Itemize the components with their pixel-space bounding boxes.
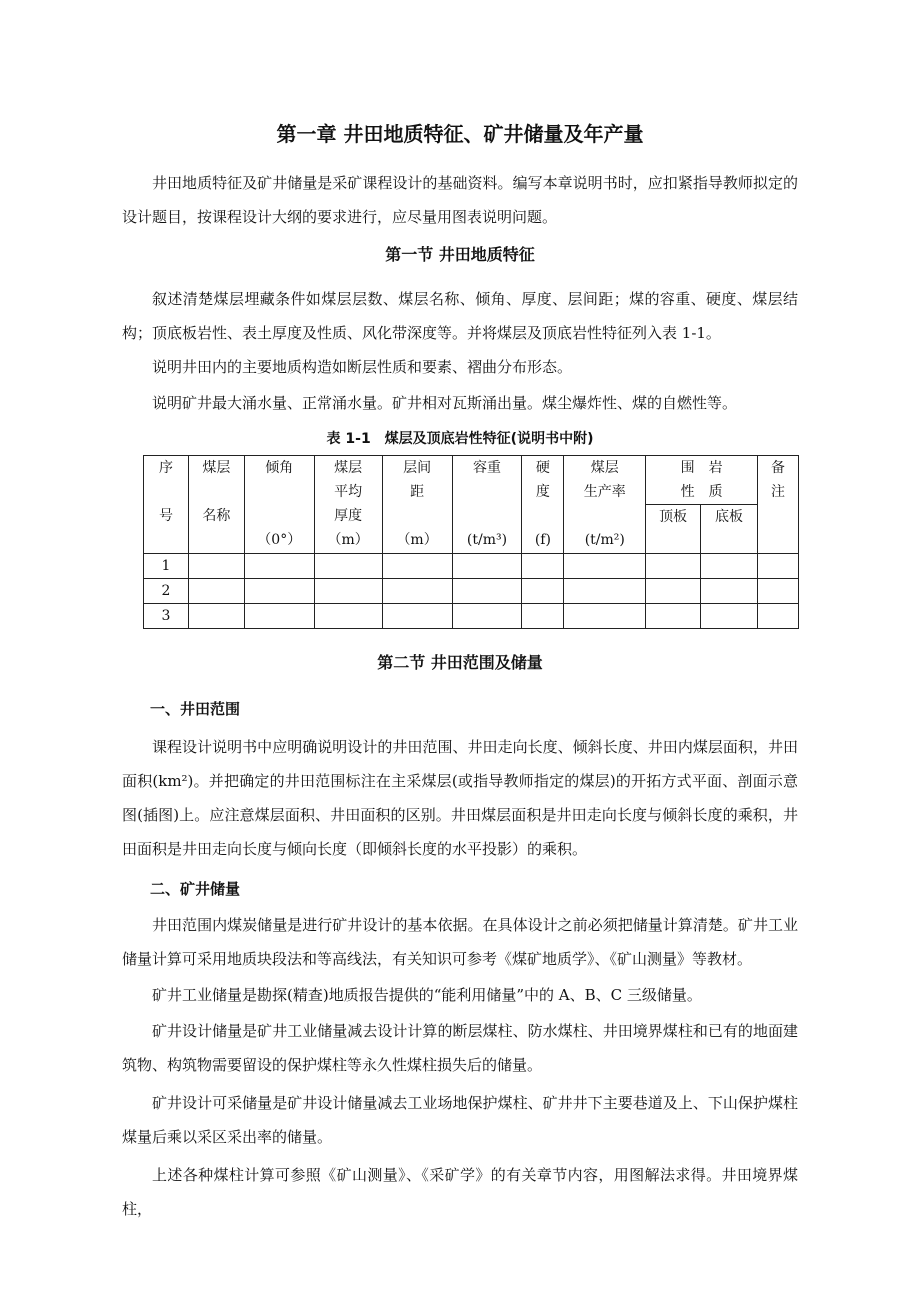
table-header-row-1: [144, 456, 799, 505]
table-row: [144, 554, 799, 579]
sub-heading-mine-reserves: 二、矿井储量: [150, 880, 241, 898]
section-2-paragraph-3: 矿井工业储量是勘探(精查)地质报告提供的“能利用储量”中的 A、B、C 三级储量。: [152, 986, 702, 1004]
header-hardness: 硬 度 (f): [522, 456, 564, 554]
section-2-paragraph-4: 矿井设计储量是矿井工业储量减去设计计算的断层煤柱、防水煤柱、井田境界煤柱和已有的地面建筑物、构筑物需要留设的保护煤柱等永久性煤柱损失后的储量。: [122, 1022, 798, 1074]
header-rock-properties: 围 岩 性 质: [646, 456, 758, 505]
header-thickness: 煤层 平均 厚度 （m）: [314, 456, 382, 554]
table-row: [144, 579, 799, 604]
coal-seam-table: [143, 455, 799, 629]
header-roof: 顶板: [646, 505, 701, 554]
row-number: 1: [144, 554, 189, 579]
header-density: 容重 (t/m³): [452, 456, 522, 554]
intro-paragraph: 井田地质特征及矿井储量是采矿课程设计的基础资料。编写本章说明书时，应扣紧指导教师拟定的设计题目，按课程设计大纲的要求进行，应尽量用图表说明问题。: [122, 174, 798, 226]
section-2-paragraph-5: 矿井设计可采储量是矿井设计储量减去工业场地保护煤柱、矿井井下主要巷道及上、下山保护煤柱煤量后乘以采区采出率的储量。: [122, 1094, 798, 1146]
section-2-paragraph-6: 上述各种煤柱计算可参照《矿山测量》、《采矿学》的有关章节内容，用图解法求得。井田境界煤柱，: [122, 1166, 798, 1218]
header-note: 备 注: [757, 456, 798, 554]
row-number: 3: [144, 604, 189, 629]
table-caption: 表 1-1 煤层及顶底岩性特征(说明书中附): [326, 431, 594, 447]
row-number: 2: [144, 579, 189, 604]
header-productivity: 煤层 生产率 (t/m²): [564, 456, 646, 554]
sub-heading-field-range: 一、井田范围: [150, 700, 241, 718]
section-1-title: 第一节 井田地质特征: [385, 245, 535, 264]
table-row: [144, 604, 799, 629]
section-1-paragraph-3: 说明矿井最大涌水量、正常涌水量。矿井相对瓦斯涌出量。煤尘爆炸性、煤的自燃性等。: [152, 394, 738, 412]
section-2-title: 第二节 井田范围及储量: [377, 653, 543, 672]
section-2-paragraph-1: 课程设计说明书中应明确说明设计的井田范围、井田走向长度、倾斜长度、井田内煤层面积，井田面积(km²)。并把确定的井田范围标注在主采煤层(或指导教师指定的煤层)的开拓方式平面、剖面示意图(插图)上。应注意煤层面积、井田面积的区别。井田煤层面积是井田走向长度与倾斜长度的乘积，井田面积是井田走向长度与倾向长度（即倾斜长度的水平投影）的乘积。: [122, 738, 798, 858]
header-dip: 倾角 （0°）: [244, 456, 314, 554]
section-1-paragraph-1: 叙述清楚煤层埋藏条件如煤层层数、煤层名称、倾角、厚度、层间距；煤的容重、硬度、煤层结构；顶底板岩性、表土厚度及性质、风化带深度等。并将煤层及顶底岩性特征列入表 1-1。: [122, 290, 798, 342]
header-seam-name: 煤层 名称: [188, 456, 244, 554]
header-interval: 层间 距 （m）: [382, 456, 452, 554]
section-2-paragraph-2: 井田范围内煤炭储量是进行矿井设计的基本依据。在具体设计之前必须把储量计算清楚。矿井工业储量计算可采用地质块段法和等高线法，有关知识可参考《煤矿地质学》、《矿山测量》等教材。: [122, 916, 798, 968]
section-1-paragraph-2: 说明井田内的主要地质构造如断层性质和要素、褶曲分布形态。: [152, 358, 573, 376]
chapter-title: 第一章 井田地质特征、矿井储量及年产量: [276, 122, 644, 146]
header-floor: 底板: [701, 505, 758, 554]
header-seq: 序 号: [144, 456, 189, 554]
